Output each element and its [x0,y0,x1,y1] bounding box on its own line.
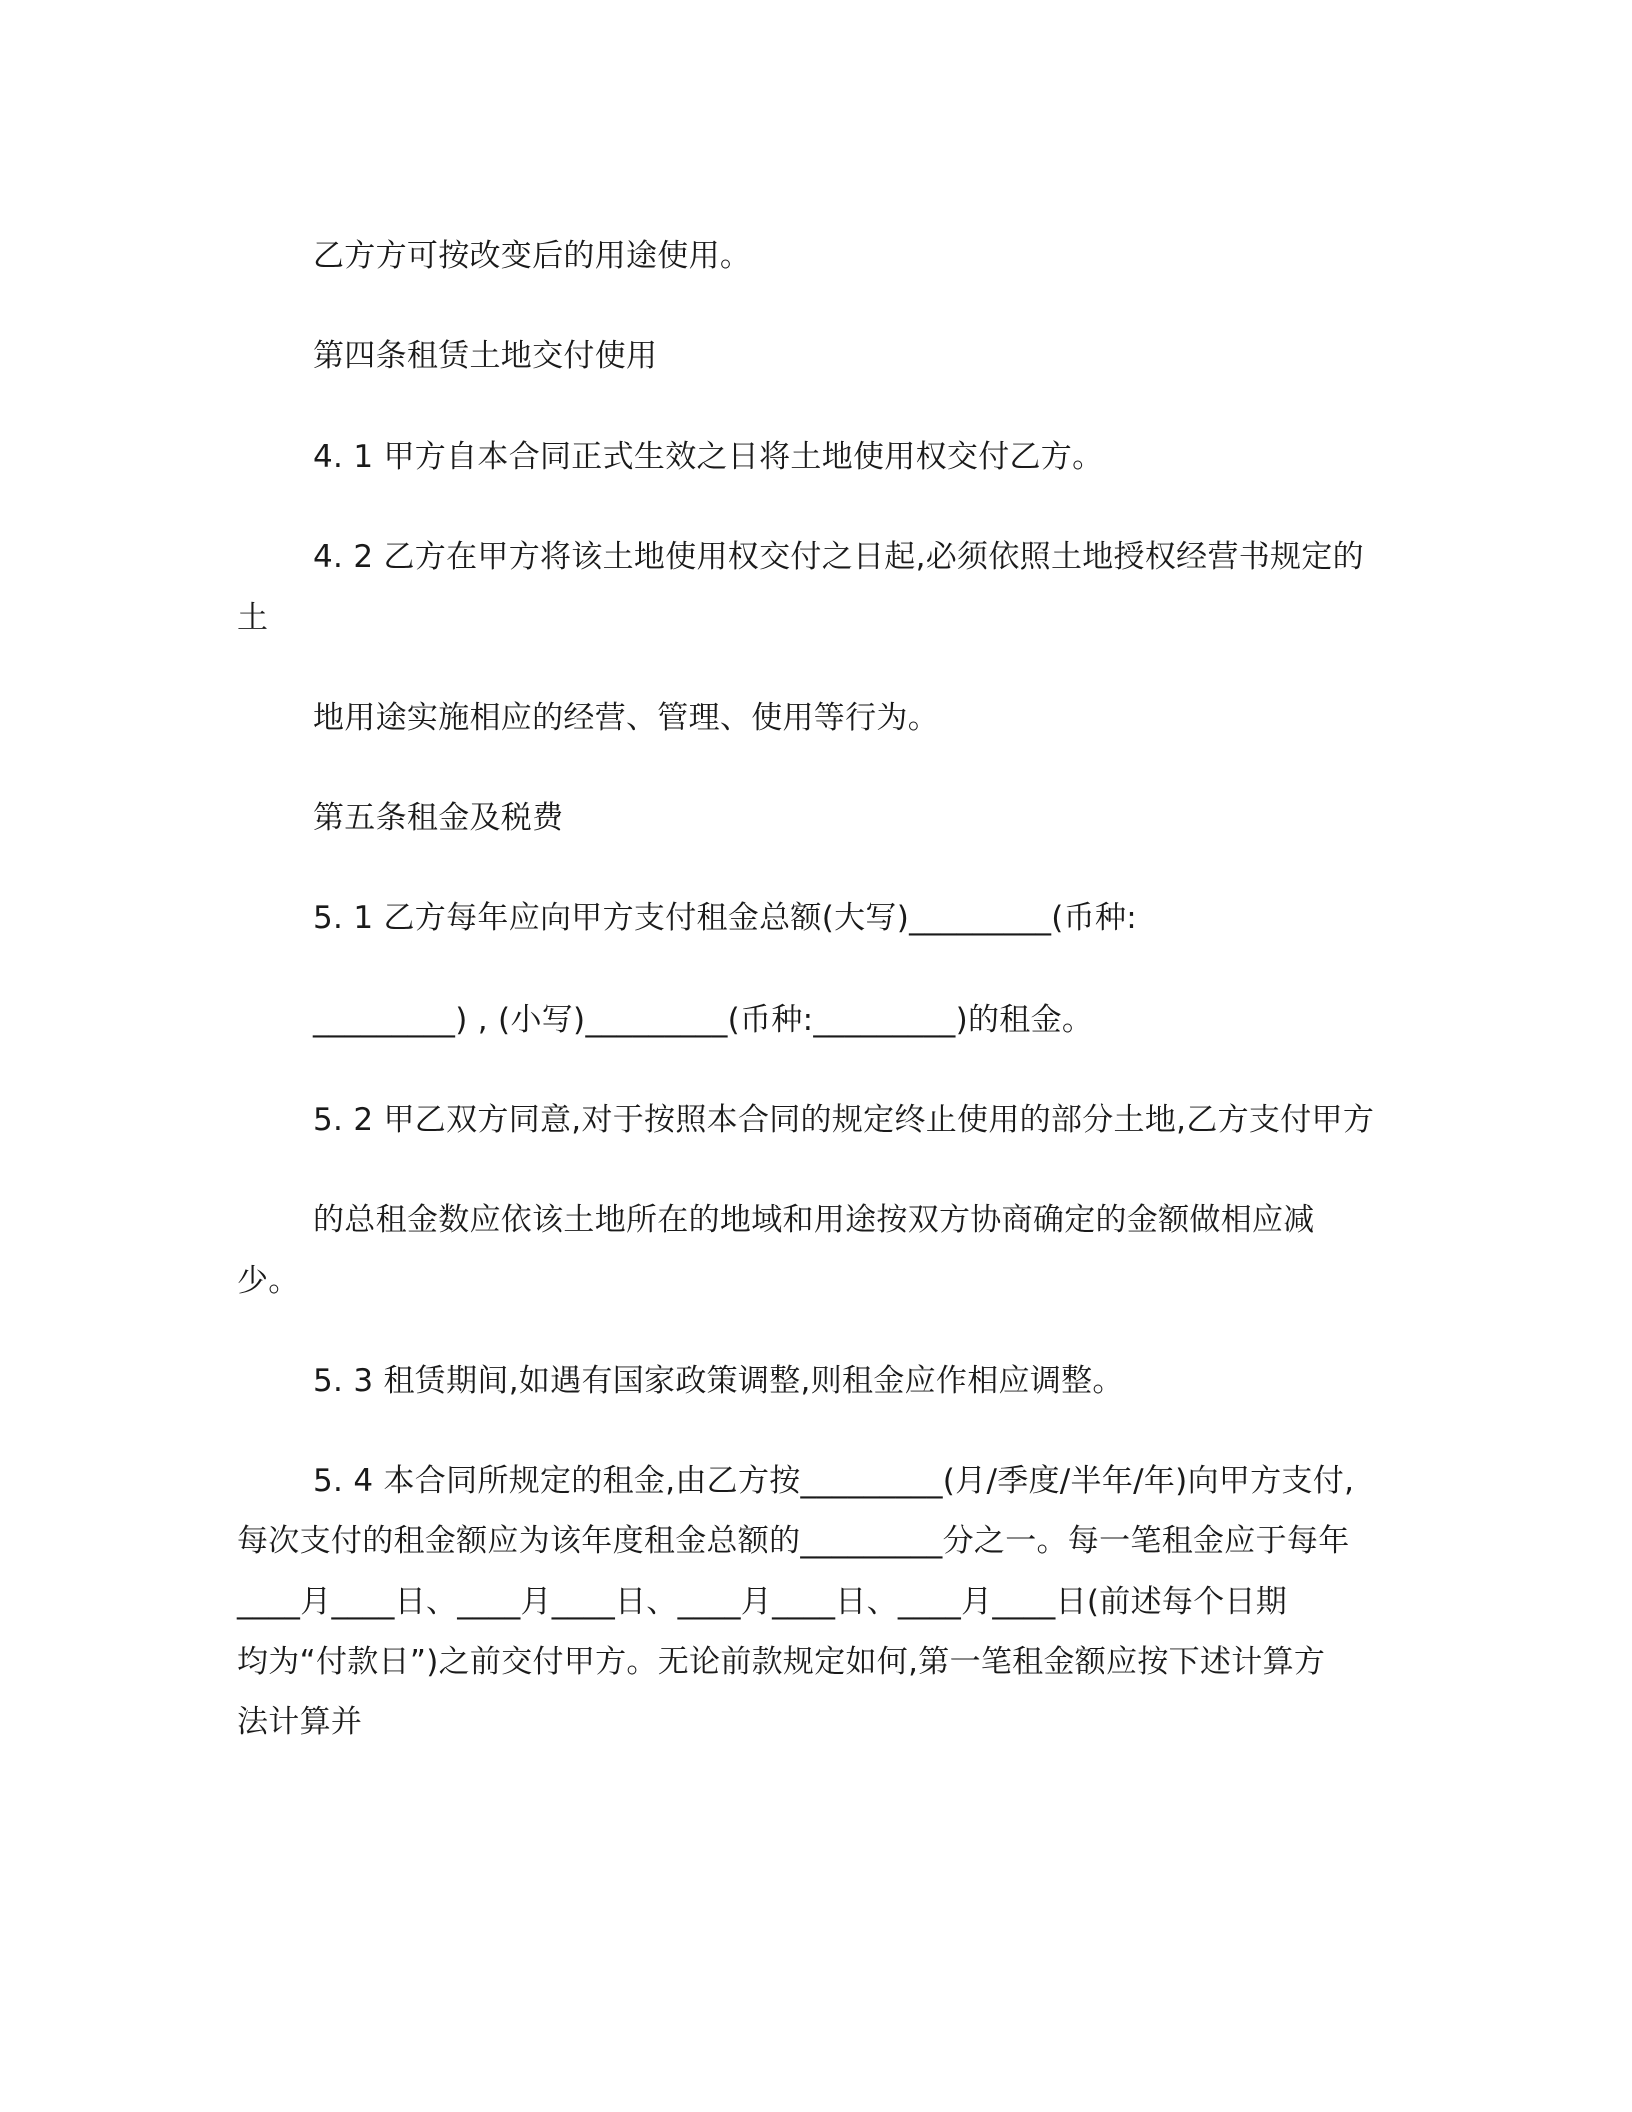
section-heading: 第五条租金及税费 [313,800,564,836]
text-line: 5. 3 租赁期间,如遇有国家政策调整,则租金应作相应调整。 [313,1363,1124,1399]
text-line: 均为“付款日”)之前交付甲方。无论前款规定如何,第一笔租金额应按下述计算方 [237,1644,1326,1680]
text-line: 乙方方可按改变后的用途使用。 [313,238,752,274]
text-line: 法计算并 [237,1704,363,1740]
text-line: 土 [237,600,269,636]
text-line: 4. 1 甲方自本合同正式生效之日将土地使用权交付乙方。 [313,439,1104,475]
text-line: 少。 [237,1263,300,1299]
section-heading: 第四条租赁土地交付使用 [313,338,658,374]
text-line: 4. 2 乙方在甲方将该土地使用权交付之日起,必须依照土地授权经营书规定的 [313,539,1364,575]
text-line: 5. 1 乙方每年应向甲方支付租金总额(大写)_________(币种: [313,900,1138,936]
text-line: 的总租金数应依该土地所在的地域和用途按双方协商确定的金额做相应减 [313,1202,1315,1238]
text-line: 5. 2 甲乙双方同意,对于按照本合同的规定终止使用的部分土地,乙方支付甲方 [313,1102,1375,1138]
text-line: 每次支付的租金额应为该年度租金总额的_________分之一。每一笔租金应于每年 [237,1523,1350,1559]
text-line: _________) , (小写)_________(币种:_________)的租金。 [313,1002,1094,1038]
text-line: 5. 4 本合同所规定的租金,由乙方按_________(月/季度/半年/年)向甲方支付, [313,1463,1355,1499]
text-line: 地用途实施相应的经营、管理、使用等行为。 [313,700,939,736]
text-line: ____月____日、____月____日、____月____日、____月____日(前述每个日期 [237,1584,1288,1620]
